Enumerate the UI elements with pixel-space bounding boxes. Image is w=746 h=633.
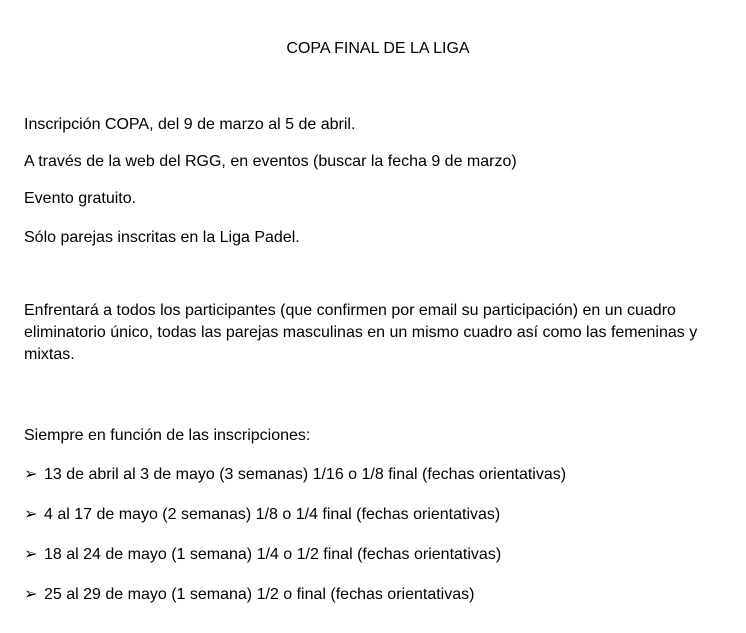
schedule-item-text: 13 de abril al 3 de mayo (3 semanas) 1/16 o 1/8 final (fechas orientativas) bbox=[44, 466, 567, 483]
schedule-item bbox=[24, 585, 474, 605]
schedule-item-text: 4 al 17 de mayo (2 semanas) 1/8 o 1/4 final (fechas orientativas) bbox=[44, 506, 501, 523]
registration-method: A través de la web del RGG, en eventos (buscar la fecha 9 de marzo) bbox=[24, 153, 517, 170]
schedule-item bbox=[24, 465, 566, 485]
arrow-bullet-icon: ➢ bbox=[24, 466, 38, 483]
document-title: COPA FINAL DE LA LIGA bbox=[286, 40, 470, 57]
schedule-item-text: 25 al 29 de mayo (1 semana) 1/2 o final (fechas orientativas) bbox=[44, 586, 475, 603]
format-description: Enfrentará a todos los participantes (que confirmen por email su participación) en un cuadro eliminatorio único, todas las parejas masculinas en un mismo cuadro así como las femeninas y mixtas. bbox=[24, 302, 698, 363]
arrow-bullet-icon: ➢ bbox=[24, 586, 38, 603]
schedule-item-text: 18 al 24 de mayo (1 semana) 1/4 o 1/2 final (fechas orientativas) bbox=[44, 546, 502, 563]
event-cost: Evento gratuito. bbox=[24, 190, 137, 207]
arrow-bullet-icon: ➢ bbox=[24, 506, 38, 523]
schedule-intro: Siempre en función de las inscripciones: bbox=[24, 427, 311, 444]
arrow-bullet-icon: ➢ bbox=[24, 546, 38, 563]
eligibility-note: Sólo parejas inscritas en la Liga Padel. bbox=[24, 229, 300, 246]
schedule-item bbox=[24, 545, 501, 565]
schedule-item bbox=[24, 505, 500, 525]
registration-period: Inscripción COPA, del 9 de marzo al 5 de abril. bbox=[24, 116, 356, 133]
